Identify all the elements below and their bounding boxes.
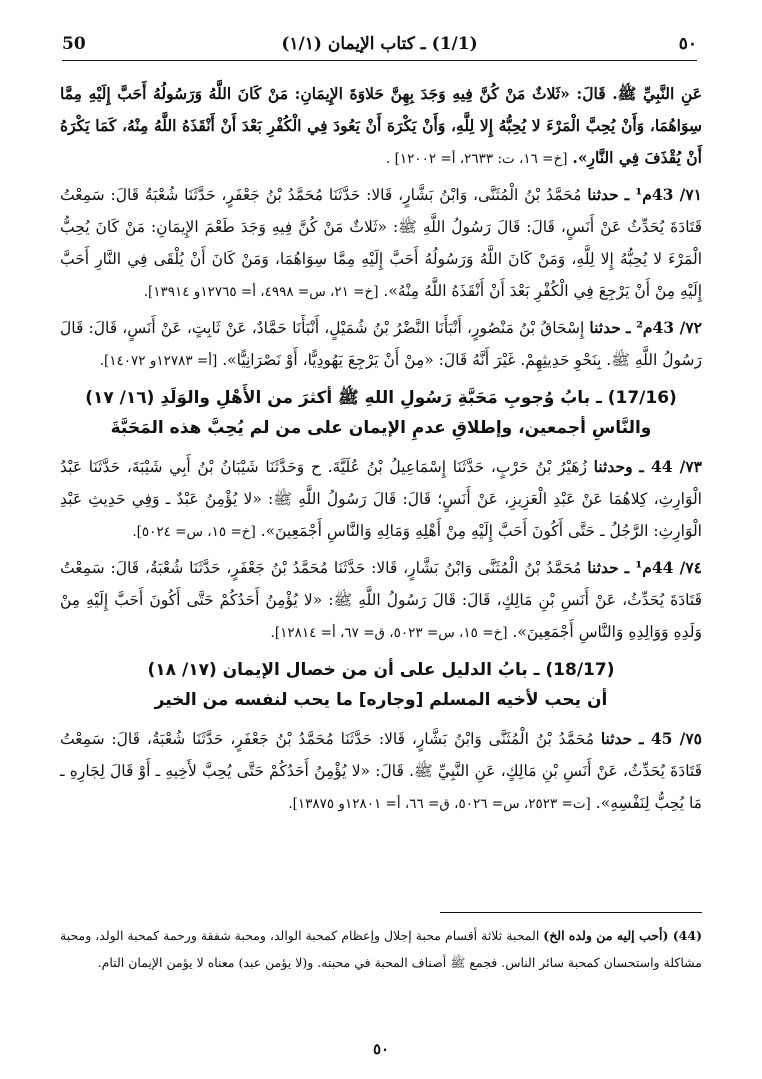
hadith-lead-word: حدثنا	[587, 558, 619, 577]
page-header	[62, 30, 697, 60]
chapter-heading-line: والنَّاسِ أجمعين، وإطلاقِ عدمِ الإيمان على من لم يُحِبَّ هذه المَحَبَّةَ	[110, 418, 652, 438]
main-text	[60, 78, 702, 824]
hadith-number: ٧٢/ 43م² ـ	[625, 318, 702, 337]
hadith-73	[60, 451, 702, 548]
hadith-reference: [خ= ١٦، ت: ٢٦٣٣، أ= ١٢٠٠٢] .	[386, 151, 568, 167]
hadith-reference: [خ= ١٥، س= ٥٠٢٣، ق= ٦٧، أ= ١٢٨١٤].	[270, 625, 508, 641]
hadith-reference: [ت= ٢٥٢٣، س= ٥٠٢٦، ق= ٦٦، أ= ١٢٨٠١و ١٣٨٧٥].	[288, 796, 591, 812]
hadith-lead-word: وحدثنا	[593, 457, 633, 476]
chapter-heading-17	[60, 655, 702, 715]
hadith-74	[60, 552, 702, 649]
hadith-lead-word: حدثنا	[587, 185, 619, 204]
hadith-71	[60, 179, 702, 308]
footnote-lead: (44) (أحب إليه من ولده الخ)	[543, 928, 702, 943]
chapter-heading-line: (18/17) ـ بابُ الدليل على أن من خصال الإيمان (١٧/ ١٨)	[147, 660, 615, 680]
hadith-number: ٧١/ 43م¹ ـ	[624, 185, 702, 204]
footnote-text: المحبة ثلاثة أقسام محبة إجلال وإعظام كمحبة الوالد، ومحبة شفقة ورحمة كمحبة الولد، ومحبة مشاكلة واستحسان كمحبة سائر الناس. فجمع ﷺ أصناف المحبة في محبته. و(لا يؤمن عبد) معناه لا يؤمن الإيمان التام.	[60, 928, 702, 970]
hadith-text: مُحَمَّدُ بْنُ الْمُثَنَّى وَابْنُ بَشَّارٍ، قَالا: حَدَّثَنَا مُحَمَّدُ بْنُ جَعْفَرٍ، حَدَّثَنَا شُعْبَةُ، قَالَ: سَمِعْتُ قَتَادَةَ يُحَدِّثُ، عَنْ أَنَسِ بْنِ مَالِكٍ، قَالَ: قَالَ رَسُولُ اللَّهِ ﷺ: «لا يُؤْمِنُ أَحَدُكُمْ حَتَّى أَكُونَ أَحَبَّ إِلَيْهِ مِنْ وَلَدِهِ وَوَالِدِهِ وَالنَّاسِ أَجْمَعِينَ».	[60, 559, 702, 641]
chapter-heading-line: أن يحب لأخيه المسلم [وجاره] ما يحب لنفسه من الخير	[154, 690, 608, 710]
running-title: (1/1) ـ كتاب الإيمان (١/١)	[281, 34, 478, 54]
hadith-number: ٧٣/ 44 ـ	[639, 457, 703, 476]
hadith-75	[60, 723, 702, 820]
footnote-rule	[440, 912, 702, 913]
hadith-number: ٧٤/ 44م¹ ـ	[624, 558, 702, 577]
hadith-reference: [أ= ١٢٧٨٣و ١٤٠٧٢].	[99, 353, 218, 369]
header-rule	[62, 60, 697, 61]
hadith-number: ٧٥/ 45 ـ	[639, 729, 702, 748]
chapter-heading-16	[60, 383, 702, 443]
hadith-text: عَنِ النَّبِيِّ ﷺ. قَالَ: «ثَلاثٌ مَنْ كُنَّ فِيهِ وَجَدَ بِهِنَّ حَلاوَةَ الإِيمَانِ: مَنْ كَانَ اللَّهُ وَرَسُولُهُ أَحَبَّ إِلَيْهِ مِمَّا سِوَاهُمَا، وَأَنْ يُحِبَّ الْمَرْءَ لا يُحِبُّهُ إِلا لِلَّهِ، وَأَنْ يَكْرَهَ أَنْ يَعُودَ فِي الْكُفْرِ بَعْدَ أَنْ أَنْقَذَهُ اللَّهُ مِنْهُ، كَمَا يَكْرَهُ أَنْ يُقْذَفَ فِي النَّارِ».	[60, 84, 702, 167]
hadith-reference: [خ= ١٥، س= ٥٠٢٤].	[132, 524, 256, 540]
hadith-text: مُحَمَّدُ بْنُ الْمُثَنَّى، وَابْنُ بَشَّارٍ، قَالا: حَدَّثَنَا مُحَمَّدُ بْنُ جَعْفَرٍ، حَدَّثَنَا شُعْبَةُ قَالَ: سَمِعْتُ قَتَادَةَ يُحَدِّثُ عَنْ أَنَسٍ، قَالَ: قَالَ رَسُولُ اللَّهِ ﷺ: «ثَلاثٌ مَنْ كُنَّ فِيهِ وَجَدَ طَعْمَ الإِيمَانِ: مَنْ كَانَ يُحِبُّ الْمَرْءَ لا يُحِبُّهُ إِلا لِلَّهِ، وَمَنْ كَانَ اللَّهُ وَرَسُولُهُ أَحَبَّ إِلَيْهِ مِمَّا سِوَاهُمَا، وَمَنْ كَانَ أَنْ يُلْقَى فِي النَّارِ أَحَبَّ إِلَيْهِ مِنْ أَنْ يَرْجِعَ فِي الْكُفْرِ بَعْدَ أَنْ أَنْقَذَهُ اللَّهُ مِنْهُ».	[60, 186, 702, 300]
footnote	[60, 922, 702, 976]
hadith-text: زُهَيْرُ بْنُ حَرْبٍ، حَدَّثَنَا إِسْمَاعِيلُ بْنُ عُلَيَّةَ. ح وَحَدَّثَنَا شَيْبَانُ بْنُ أَبِي شَيْبَةَ، حَدَّثَنَا عَبْدُ الْوَارِثِ، كِلاهُمَا عَنْ عَبْدِ الْعَزِيزِ، عَنْ أَنَسٍ؛ قَالَ: قَالَ رَسُولُ اللَّهِ ﷺ: «لا يُؤْمِنُ عَبْدٌ ـ وَفِي حَدِيثِ عَبْدِ الْوَارِثِ: الرَّجُلُ ـ حَتَّى أَكُونَ أَحَبَّ إِلَيْهِ مِنْ أَهْلِهِ وَمَالِهِ وَالنَّاسِ أَجْمَعِينَ».	[60, 458, 702, 540]
page-number-arabic: ٥٠	[678, 34, 697, 54]
hadith-text: إِسْحَاقُ بْنُ مَنْصُورٍ، أَنْبَأَنَا النَّضْرُ بْنُ شُمَيْلٍ، أَنْبَأَنَا حَمَّادٌ، عَنْ ثَابِتٍ، عَنْ أَنَسٍ، قَالَ: قَالَ رَسُولُ اللَّهِ ﷺ. بِنَحْوِ حَدِيثِهِمْ. غَيْرَ أَنَّهُ قَالَ: «مِنْ أَنْ يَرْجِعَ يَهُودِيًّا، أَوْ نَصْرَانِيًّا».	[60, 319, 702, 369]
footer-page-number: ٥٠	[372, 1040, 390, 1058]
hadith-text: مُحَمَّدُ بْنُ الْمُثَنَّى وَابْنُ بَشَّارٍ، قَالا: حَدَّثَنَا مُحَمَّدُ بْنُ جَعْفَرٍ، حَدَّثَنَا شُعْبَةُ، قَالَ: سَمِعْتُ قَتَادَةَ يُحَدِّثُ، عَنْ أَنَسِ بْنِ مَالِكٍ، عَنِ النَّبِيِّ ﷺ. قَالَ: «لا يُؤْمِنُ أَحَدُكُمْ حَتَّى يُحِبَّ لأَخِيهِ ـ أَوْ قَالَ لِجَارِهِ ـ مَا يُحِبُّ لِنَفْسِهِ».	[60, 730, 702, 812]
hadith-lead-word: حدثنا	[589, 318, 621, 337]
hadith-72	[60, 312, 702, 377]
hadith-lead-word: حدثنا	[600, 729, 633, 748]
hadith-continuation	[60, 78, 702, 175]
hadith-reference: [خ= ٢١، س= ٤٩٩٨، أ= ١٢٧٦٥و ١٣٩١٤].	[143, 284, 379, 300]
chapter-heading-line: (17/16) ـ بابُ وُجوبِ مَحَبَّةِ رَسُولِ اللهِ ﷺ أكثرَ من الأَهْلِ والوَلَدِ (١٦/ ١٧)	[85, 388, 677, 408]
page-number-latin: 50	[62, 34, 86, 54]
